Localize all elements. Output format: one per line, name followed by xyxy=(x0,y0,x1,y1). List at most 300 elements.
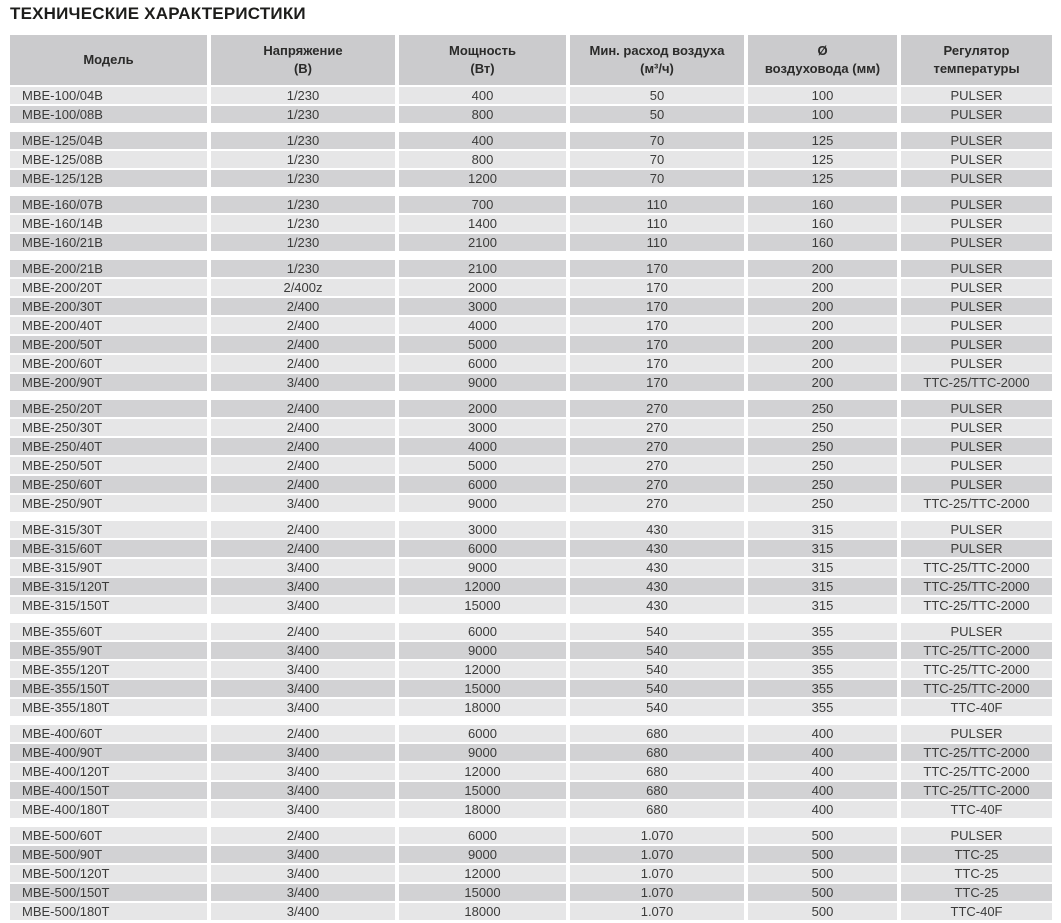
regulator-cell: TTC-25/TTC-2000 xyxy=(901,495,1052,512)
model-cell: MBE-125/12B xyxy=(10,170,207,187)
column-header-label: Мощность xyxy=(449,43,516,58)
diameter-cell: 400 xyxy=(748,763,897,780)
power-cell: 4000 xyxy=(399,438,566,455)
table-row xyxy=(10,196,1052,213)
voltage-cell: 2/400z xyxy=(211,279,395,296)
diameter-cell: 355 xyxy=(748,623,897,640)
power-cell: 6000 xyxy=(399,623,566,640)
table-row xyxy=(10,680,1052,697)
power-cell: 12000 xyxy=(399,578,566,595)
model-cell: MBE-355/150T xyxy=(10,680,207,697)
power-cell: 2000 xyxy=(399,279,566,296)
voltage-cell: 3/400 xyxy=(211,846,395,863)
power-cell: 6000 xyxy=(399,476,566,493)
regulator-cell: PULSER xyxy=(901,476,1052,493)
voltage-cell: 1/230 xyxy=(211,215,395,232)
airflow-cell: 540 xyxy=(570,699,744,716)
column-header-label: Модель xyxy=(83,52,134,67)
airflow-cell: 50 xyxy=(570,87,744,104)
regulator-cell: PULSER xyxy=(901,215,1052,232)
table-row xyxy=(10,597,1052,614)
table-row xyxy=(10,661,1052,678)
voltage-cell: 3/400 xyxy=(211,578,395,595)
diameter-cell: 400 xyxy=(748,744,897,761)
table-row xyxy=(10,782,1052,799)
voltage-cell: 3/400 xyxy=(211,763,395,780)
model-cell: MBE-160/07B xyxy=(10,196,207,213)
regulator-cell: PULSER xyxy=(901,540,1052,557)
voltage-cell: 2/400 xyxy=(211,521,395,538)
regulator-cell: PULSER xyxy=(901,419,1052,436)
airflow-cell: 170 xyxy=(570,336,744,353)
model-cell: MBE-125/04B xyxy=(10,132,207,149)
power-cell: 3000 xyxy=(399,521,566,538)
power-cell: 9000 xyxy=(399,642,566,659)
diameter-cell: 355 xyxy=(748,699,897,716)
diameter-cell: 250 xyxy=(748,438,897,455)
model-cell: MBE-160/14B xyxy=(10,215,207,232)
table-row xyxy=(10,559,1052,576)
diameter-cell: 500 xyxy=(748,865,897,882)
power-cell: 9000 xyxy=(399,744,566,761)
group-separator xyxy=(10,616,1052,623)
diameter-cell: 125 xyxy=(748,132,897,149)
regulator-cell: PULSER xyxy=(901,151,1052,168)
voltage-cell: 2/400 xyxy=(211,827,395,844)
voltage-cell: 3/400 xyxy=(211,374,395,391)
model-cell: MBE-400/120T xyxy=(10,763,207,780)
power-cell: 15000 xyxy=(399,884,566,901)
voltage-cell: 2/400 xyxy=(211,725,395,742)
table-row xyxy=(10,87,1052,104)
column-header-2 xyxy=(211,35,395,85)
regulator-cell: PULSER xyxy=(901,279,1052,296)
airflow-cell: 50 xyxy=(570,106,744,123)
power-cell: 18000 xyxy=(399,801,566,818)
regulator-cell: PULSER xyxy=(901,457,1052,474)
power-cell: 400 xyxy=(399,132,566,149)
table-row xyxy=(10,355,1052,372)
model-cell: MBE-315/60T xyxy=(10,540,207,557)
column-header-unit: (Вт) xyxy=(470,61,495,76)
power-cell: 4000 xyxy=(399,317,566,334)
regulator-cell: PULSER xyxy=(901,106,1052,123)
table-row xyxy=(10,260,1052,277)
table-row xyxy=(10,884,1052,901)
airflow-cell: 540 xyxy=(570,642,744,659)
column-header-unit: воздуховода (мм) xyxy=(764,61,881,76)
airflow-cell: 270 xyxy=(570,438,744,455)
voltage-cell: 2/400 xyxy=(211,336,395,353)
column-header-unit: температуры xyxy=(933,61,1020,76)
column-header-3 xyxy=(399,35,566,85)
airflow-cell: 70 xyxy=(570,151,744,168)
voltage-cell: 3/400 xyxy=(211,495,395,512)
model-cell: MBE-500/180T xyxy=(10,903,207,920)
airflow-cell: 170 xyxy=(570,260,744,277)
column-header-unit: (м³/ч) xyxy=(640,61,674,76)
airflow-cell: 680 xyxy=(570,801,744,818)
diameter-cell: 160 xyxy=(748,234,897,251)
diameter-cell: 200 xyxy=(748,374,897,391)
airflow-cell: 540 xyxy=(570,623,744,640)
column-header-label: Мин. расход воздуха xyxy=(589,43,725,58)
model-cell: MBE-125/08B xyxy=(10,151,207,168)
column-header-unit: (В) xyxy=(293,61,313,76)
table-row xyxy=(10,725,1052,742)
regulator-cell: PULSER xyxy=(901,355,1052,372)
model-cell: MBE-500/90T xyxy=(10,846,207,863)
voltage-cell: 2/400 xyxy=(211,419,395,436)
voltage-cell: 3/400 xyxy=(211,801,395,818)
power-cell: 18000 xyxy=(399,903,566,920)
table-row xyxy=(10,699,1052,716)
column-header-label: Регулятор xyxy=(943,43,1010,58)
diameter-cell: 200 xyxy=(748,355,897,372)
model-cell: MBE-200/50T xyxy=(10,336,207,353)
table-row xyxy=(10,132,1052,149)
diameter-cell: 125 xyxy=(748,151,897,168)
table-row xyxy=(10,623,1052,640)
power-cell: 9000 xyxy=(399,846,566,863)
model-cell: MBE-500/60T xyxy=(10,827,207,844)
diameter-cell: 500 xyxy=(748,903,897,920)
power-cell: 2000 xyxy=(399,400,566,417)
power-cell: 800 xyxy=(399,151,566,168)
airflow-cell: 680 xyxy=(570,782,744,799)
airflow-cell: 110 xyxy=(570,215,744,232)
diameter-cell: 250 xyxy=(748,495,897,512)
power-cell: 15000 xyxy=(399,782,566,799)
table-row xyxy=(10,521,1052,538)
regulator-cell: PULSER xyxy=(901,170,1052,187)
model-cell: MBE-400/150T xyxy=(10,782,207,799)
regulator-cell: TTC-25/TTC-2000 xyxy=(901,763,1052,780)
airflow-cell: 680 xyxy=(570,725,744,742)
airflow-cell: 540 xyxy=(570,661,744,678)
regulator-cell: TTC-25/TTC-2000 xyxy=(901,559,1052,576)
table-row xyxy=(10,419,1052,436)
regulator-cell: TTC-25/TTC-2000 xyxy=(901,578,1052,595)
diameter-cell: 200 xyxy=(748,317,897,334)
regulator-cell: TTC-25/TTC-2000 xyxy=(901,642,1052,659)
regulator-cell: PULSER xyxy=(901,400,1052,417)
regulator-cell: PULSER xyxy=(901,260,1052,277)
regulator-cell: PULSER xyxy=(901,87,1052,104)
voltage-cell: 3/400 xyxy=(211,782,395,799)
diameter-cell: 160 xyxy=(748,196,897,213)
airflow-cell: 270 xyxy=(570,419,744,436)
table-row xyxy=(10,865,1052,882)
power-cell: 2100 xyxy=(399,260,566,277)
model-cell: MBE-315/120T xyxy=(10,578,207,595)
table-row xyxy=(10,846,1052,863)
page-title: ТЕХНИЧЕСКИЕ ХАРАКТЕРИСТИКИ xyxy=(10,4,306,23)
diameter-cell: 200 xyxy=(748,279,897,296)
airflow-cell: 1.070 xyxy=(570,903,744,920)
table-row xyxy=(10,336,1052,353)
model-cell: MBE-160/21B xyxy=(10,234,207,251)
power-cell: 9000 xyxy=(399,559,566,576)
table-row xyxy=(10,763,1052,780)
model-cell: MBE-200/40T xyxy=(10,317,207,334)
voltage-cell: 2/400 xyxy=(211,623,395,640)
diameter-cell: 355 xyxy=(748,661,897,678)
voltage-cell: 2/400 xyxy=(211,457,395,474)
airflow-cell: 430 xyxy=(570,597,744,614)
table-row xyxy=(10,317,1052,334)
power-cell: 3000 xyxy=(399,419,566,436)
model-cell: MBE-400/180T xyxy=(10,801,207,818)
power-cell: 12000 xyxy=(399,865,566,882)
diameter-cell: 100 xyxy=(748,106,897,123)
table-row xyxy=(10,374,1052,391)
table-row xyxy=(10,827,1052,844)
model-cell: MBE-315/150T xyxy=(10,597,207,614)
regulator-cell: PULSER xyxy=(901,336,1052,353)
voltage-cell: 2/400 xyxy=(211,476,395,493)
regulator-cell: TTC-25/TTC-2000 xyxy=(901,597,1052,614)
regulator-cell: PULSER xyxy=(901,298,1052,315)
regulator-cell: PULSER xyxy=(901,132,1052,149)
regulator-cell: TTC-25 xyxy=(901,884,1052,901)
diameter-cell: 315 xyxy=(748,597,897,614)
diameter-cell: 500 xyxy=(748,846,897,863)
airflow-cell: 170 xyxy=(570,374,744,391)
table-row xyxy=(10,106,1052,123)
model-cell: MBE-200/21B xyxy=(10,260,207,277)
table-row xyxy=(10,215,1052,232)
airflow-cell: 430 xyxy=(570,540,744,557)
diameter-cell: 355 xyxy=(748,642,897,659)
regulator-cell: TTC-40F xyxy=(901,903,1052,920)
voltage-cell: 1/230 xyxy=(211,132,395,149)
power-cell: 18000 xyxy=(399,699,566,716)
airflow-cell: 270 xyxy=(570,495,744,512)
airflow-cell: 270 xyxy=(570,400,744,417)
regulator-cell: PULSER xyxy=(901,725,1052,742)
voltage-cell: 3/400 xyxy=(211,661,395,678)
table-row xyxy=(10,476,1052,493)
voltage-cell: 3/400 xyxy=(211,559,395,576)
voltage-cell: 2/400 xyxy=(211,400,395,417)
table-row xyxy=(10,744,1052,761)
regulator-cell: PULSER xyxy=(901,438,1052,455)
model-cell: MBE-250/40T xyxy=(10,438,207,455)
airflow-cell: 540 xyxy=(570,680,744,697)
power-cell: 2100 xyxy=(399,234,566,251)
power-cell: 1400 xyxy=(399,215,566,232)
voltage-cell: 2/400 xyxy=(211,438,395,455)
diameter-cell: 250 xyxy=(748,419,897,436)
model-cell: MBE-400/60T xyxy=(10,725,207,742)
column-header-1 xyxy=(10,35,207,85)
airflow-cell: 1.070 xyxy=(570,846,744,863)
airflow-cell: 680 xyxy=(570,763,744,780)
model-cell: MBE-200/20T xyxy=(10,279,207,296)
model-cell: MBE-200/30T xyxy=(10,298,207,315)
table-row xyxy=(10,151,1052,168)
power-cell: 12000 xyxy=(399,763,566,780)
voltage-cell: 1/230 xyxy=(211,87,395,104)
power-cell: 15000 xyxy=(399,680,566,697)
power-cell: 400 xyxy=(399,87,566,104)
table-row xyxy=(10,642,1052,659)
airflow-cell: 430 xyxy=(570,578,744,595)
power-cell: 5000 xyxy=(399,457,566,474)
model-cell: MBE-200/60T xyxy=(10,355,207,372)
model-cell: MBE-355/90T xyxy=(10,642,207,659)
voltage-cell: 3/400 xyxy=(211,744,395,761)
diameter-cell: 400 xyxy=(748,725,897,742)
power-cell: 700 xyxy=(399,196,566,213)
group-separator xyxy=(10,253,1052,260)
model-cell: MBE-250/20T xyxy=(10,400,207,417)
group-separator xyxy=(10,189,1052,196)
column-header-label: Ø xyxy=(817,43,828,58)
diameter-cell: 250 xyxy=(748,476,897,493)
regulator-cell: PULSER xyxy=(901,827,1052,844)
diameter-cell: 355 xyxy=(748,680,897,697)
model-cell: MBE-400/90T xyxy=(10,744,207,761)
model-cell: MBE-500/150T xyxy=(10,884,207,901)
diameter-cell: 250 xyxy=(748,457,897,474)
voltage-cell: 3/400 xyxy=(211,680,395,697)
table-row xyxy=(10,279,1052,296)
model-cell: MBE-355/120T xyxy=(10,661,207,678)
voltage-cell: 2/400 xyxy=(211,355,395,372)
table-row xyxy=(10,234,1052,251)
group-separator xyxy=(10,125,1052,132)
table-row xyxy=(10,540,1052,557)
table-row xyxy=(10,400,1052,417)
power-cell: 12000 xyxy=(399,661,566,678)
diameter-cell: 250 xyxy=(748,400,897,417)
airflow-cell: 1.070 xyxy=(570,865,744,882)
voltage-cell: 1/230 xyxy=(211,234,395,251)
power-cell: 6000 xyxy=(399,827,566,844)
table-row xyxy=(10,903,1052,920)
voltage-cell: 1/230 xyxy=(211,106,395,123)
model-cell: MBE-315/90T xyxy=(10,559,207,576)
power-cell: 5000 xyxy=(399,336,566,353)
column-header-6 xyxy=(901,35,1052,85)
diameter-cell: 100 xyxy=(748,87,897,104)
airflow-cell: 110 xyxy=(570,196,744,213)
airflow-cell: 170 xyxy=(570,279,744,296)
model-cell: MBE-355/180T xyxy=(10,699,207,716)
power-cell: 15000 xyxy=(399,597,566,614)
voltage-cell: 2/400 xyxy=(211,298,395,315)
model-cell: MBE-250/60T xyxy=(10,476,207,493)
power-cell: 9000 xyxy=(399,495,566,512)
airflow-cell: 680 xyxy=(570,744,744,761)
power-cell: 6000 xyxy=(399,355,566,372)
voltage-cell: 3/400 xyxy=(211,699,395,716)
table-row xyxy=(10,457,1052,474)
diameter-cell: 200 xyxy=(748,298,897,315)
diameter-cell: 500 xyxy=(748,884,897,901)
regulator-cell: TTC-40F xyxy=(901,801,1052,818)
model-cell: MBE-200/90T xyxy=(10,374,207,391)
power-cell: 1200 xyxy=(399,170,566,187)
airflow-cell: 110 xyxy=(570,234,744,251)
voltage-cell: 3/400 xyxy=(211,865,395,882)
regulator-cell: PULSER xyxy=(901,317,1052,334)
voltage-cell: 2/400 xyxy=(211,540,395,557)
model-cell: MBE-315/30T xyxy=(10,521,207,538)
group-separator xyxy=(10,820,1052,827)
diameter-cell: 160 xyxy=(748,215,897,232)
airflow-cell: 430 xyxy=(570,559,744,576)
power-cell: 6000 xyxy=(399,725,566,742)
model-cell: MBE-250/50T xyxy=(10,457,207,474)
diameter-cell: 400 xyxy=(748,782,897,799)
table-header-row xyxy=(10,35,1052,85)
table-row xyxy=(10,578,1052,595)
airflow-cell: 270 xyxy=(570,457,744,474)
regulator-cell: TTC-25/TTC-2000 xyxy=(901,374,1052,391)
airflow-cell: 270 xyxy=(570,476,744,493)
airflow-cell: 170 xyxy=(570,355,744,372)
group-separator xyxy=(10,514,1052,521)
airflow-cell: 1.070 xyxy=(570,884,744,901)
table-row xyxy=(10,298,1052,315)
table-row xyxy=(10,438,1052,455)
model-cell: MBE-250/90T xyxy=(10,495,207,512)
table-row xyxy=(10,801,1052,818)
airflow-cell: 430 xyxy=(570,521,744,538)
diameter-cell: 200 xyxy=(748,260,897,277)
voltage-cell: 3/400 xyxy=(211,903,395,920)
regulator-cell: PULSER xyxy=(901,196,1052,213)
airflow-cell: 1.070 xyxy=(570,827,744,844)
regulator-cell: TTC-25/TTC-2000 xyxy=(901,744,1052,761)
regulator-cell: TTC-25 xyxy=(901,865,1052,882)
regulator-cell: PULSER xyxy=(901,234,1052,251)
voltage-cell: 1/230 xyxy=(211,196,395,213)
regulator-cell: PULSER xyxy=(901,521,1052,538)
column-header-5 xyxy=(748,35,897,85)
regulator-cell: PULSER xyxy=(901,623,1052,640)
power-cell: 3000 xyxy=(399,298,566,315)
diameter-cell: 500 xyxy=(748,827,897,844)
voltage-cell: 3/400 xyxy=(211,642,395,659)
voltage-cell: 1/230 xyxy=(211,151,395,168)
diameter-cell: 400 xyxy=(748,801,897,818)
regulator-cell: TTC-25 xyxy=(901,846,1052,863)
diameter-cell: 315 xyxy=(748,540,897,557)
regulator-cell: TTC-25/TTC-2000 xyxy=(901,680,1052,697)
voltage-cell: 3/400 xyxy=(211,884,395,901)
model-cell: MBE-500/120T xyxy=(10,865,207,882)
regulator-cell: TTC-40F xyxy=(901,699,1052,716)
diameter-cell: 200 xyxy=(748,336,897,353)
voltage-cell: 1/230 xyxy=(211,260,395,277)
diameter-cell: 315 xyxy=(748,521,897,538)
power-cell: 9000 xyxy=(399,374,566,391)
power-cell: 6000 xyxy=(399,540,566,557)
voltage-cell: 2/400 xyxy=(211,317,395,334)
diameter-cell: 315 xyxy=(748,578,897,595)
group-separator xyxy=(10,393,1052,400)
group-separator xyxy=(10,718,1052,725)
table-row xyxy=(10,495,1052,512)
airflow-cell: 170 xyxy=(570,317,744,334)
table-body xyxy=(10,87,1052,920)
voltage-cell: 1/230 xyxy=(211,170,395,187)
regulator-cell: TTC-25/TTC-2000 xyxy=(901,782,1052,799)
